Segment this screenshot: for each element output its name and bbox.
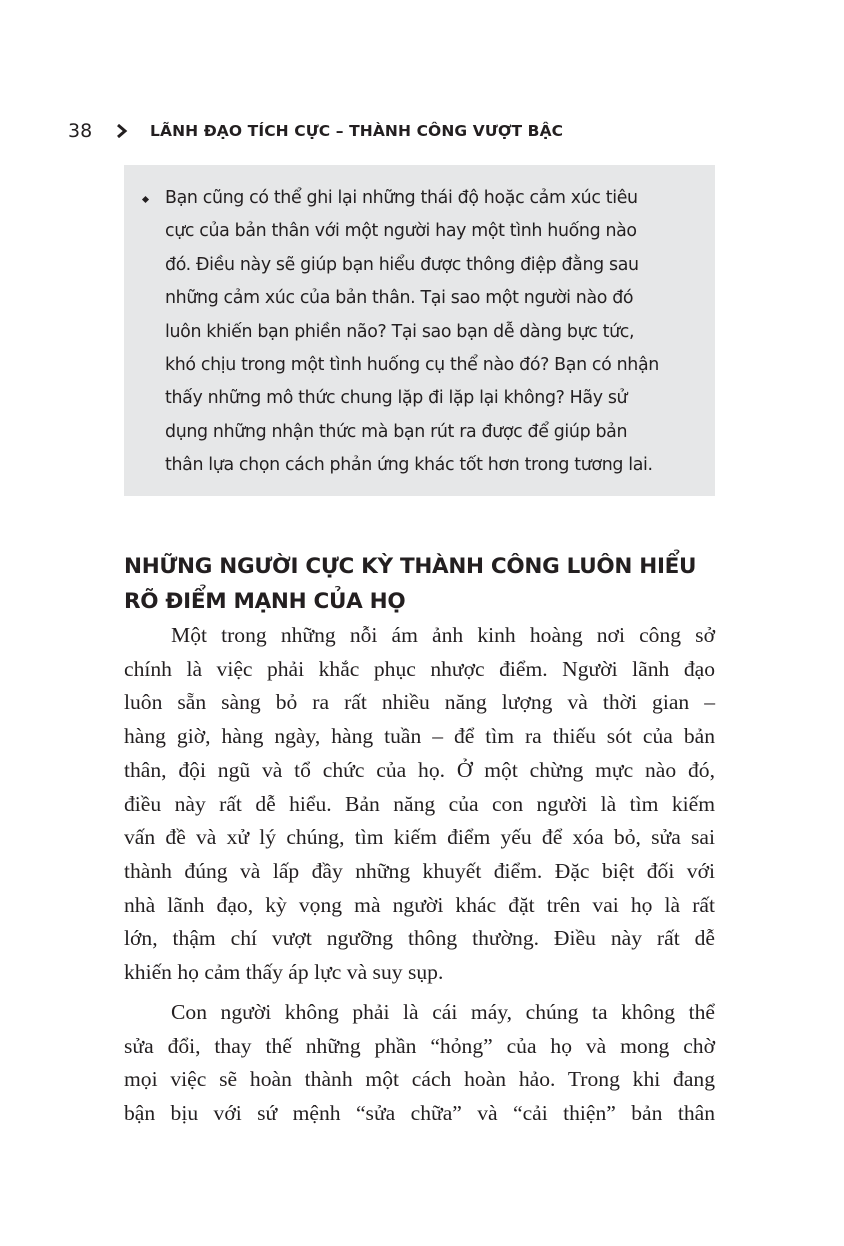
body-line: sửa đổi, thay thế những phần “hỏng” của họ và mong chờ [124, 1033, 715, 1058]
body-line: vấn đề và xử lý chúng, tìm kiếm điểm yếu để xóa bỏ, sửa sai [124, 825, 715, 850]
body-line: hàng giờ, hàng ngày, hàng tuần – để tìm ra thiếu sót của bản [124, 724, 715, 749]
body-line: điều này rất dễ hiểu. Bản năng của con người là tìm kiếm [124, 791, 715, 816]
body-line: bận bịu với sứ mệnh “sửa chữa” và “cải thiện” bản thân [124, 1101, 715, 1126]
tip-bullet-item [140, 182, 695, 483]
body-line: khiến họ cảm thấy áp lực và suy sụp. [124, 960, 444, 985]
body-line: luôn sẵn sàng bỏ ra rất nhiều năng lượng và thời gian – [124, 690, 715, 715]
body-line: lớn, thậm chí vượt ngưỡng thông thường. Điều này rất dễ [124, 926, 715, 951]
body-line: Con người không phải là cái máy, chúng ta không thể [171, 1000, 715, 1024]
tip-line: khó chịu trong một tình huống cụ thể nào đó? Bạn có nhận [165, 355, 659, 376]
body-line: mọi việc sẽ hoàn thành một cách hoàn hảo. Trong khi đang [124, 1067, 715, 1092]
tip-line: đó. Điều này sẽ giúp bạn hiểu được thông điệp đằng sau [165, 254, 639, 275]
body-paragraph [124, 619, 715, 990]
section-heading [124, 549, 724, 619]
tip-line: dụng những nhận thức mà bạn rút ra được để giúp bản [165, 421, 628, 442]
body-paragraph [124, 996, 715, 1131]
body-line: thành đúng và lấp đầy những khuyết điểm. Đặc biệt đối với [124, 858, 715, 883]
heading-line: RÕ ĐIỂM MẠNH CỦA HỌ [124, 588, 406, 614]
tip-line: thấy những mô thức chung lặp đi lặp lại không? Hãy sử [165, 388, 628, 409]
running-header [68, 116, 563, 146]
tip-line: những cảm xúc của bản thân. Tại sao một người nào đó [165, 288, 634, 309]
tip-line: thân lựa chọn cách phản ứng khác tốt hơn trong tương lai. [165, 455, 653, 476]
body-line: chính là việc phải khắc phục nhược điểm. Người lãnh đạo [124, 656, 715, 681]
body-line: Một trong những nỗi ám ảnh kinh hoàng nơi công sở [171, 623, 715, 647]
chevron-right-icon [116, 124, 130, 138]
body-line: nhà lãnh đạo, kỳ vọng mà người khác đặt trên vai họ là rất [124, 892, 715, 917]
page-number: 38 [68, 120, 93, 142]
tip-line: luôn khiến bạn phiền não? Tại sao bạn dễ dàng bực tức, [165, 321, 635, 342]
diamond-bullet-icon [140, 182, 165, 483]
book-title: LÃNH ĐẠO TÍCH CỰC – THÀNH CÔNG VƯỢT BẬC [150, 122, 564, 140]
tip-line: Bạn cũng có thể ghi lại những thái độ hoặc cảm xúc tiêu [165, 188, 638, 208]
tip-line: cực của bản thân với một người hay một tình huống nào [165, 221, 637, 242]
body-line: thân, đội ngũ và tổ chức của họ. Ở một chừng mực nào đó, [124, 757, 715, 782]
tip-text [165, 182, 695, 483]
tip-box [124, 165, 715, 496]
heading-line: NHỮNG NGƯỜI CỰC KỲ THÀNH CÔNG LUÔN HIỂU [124, 553, 697, 579]
